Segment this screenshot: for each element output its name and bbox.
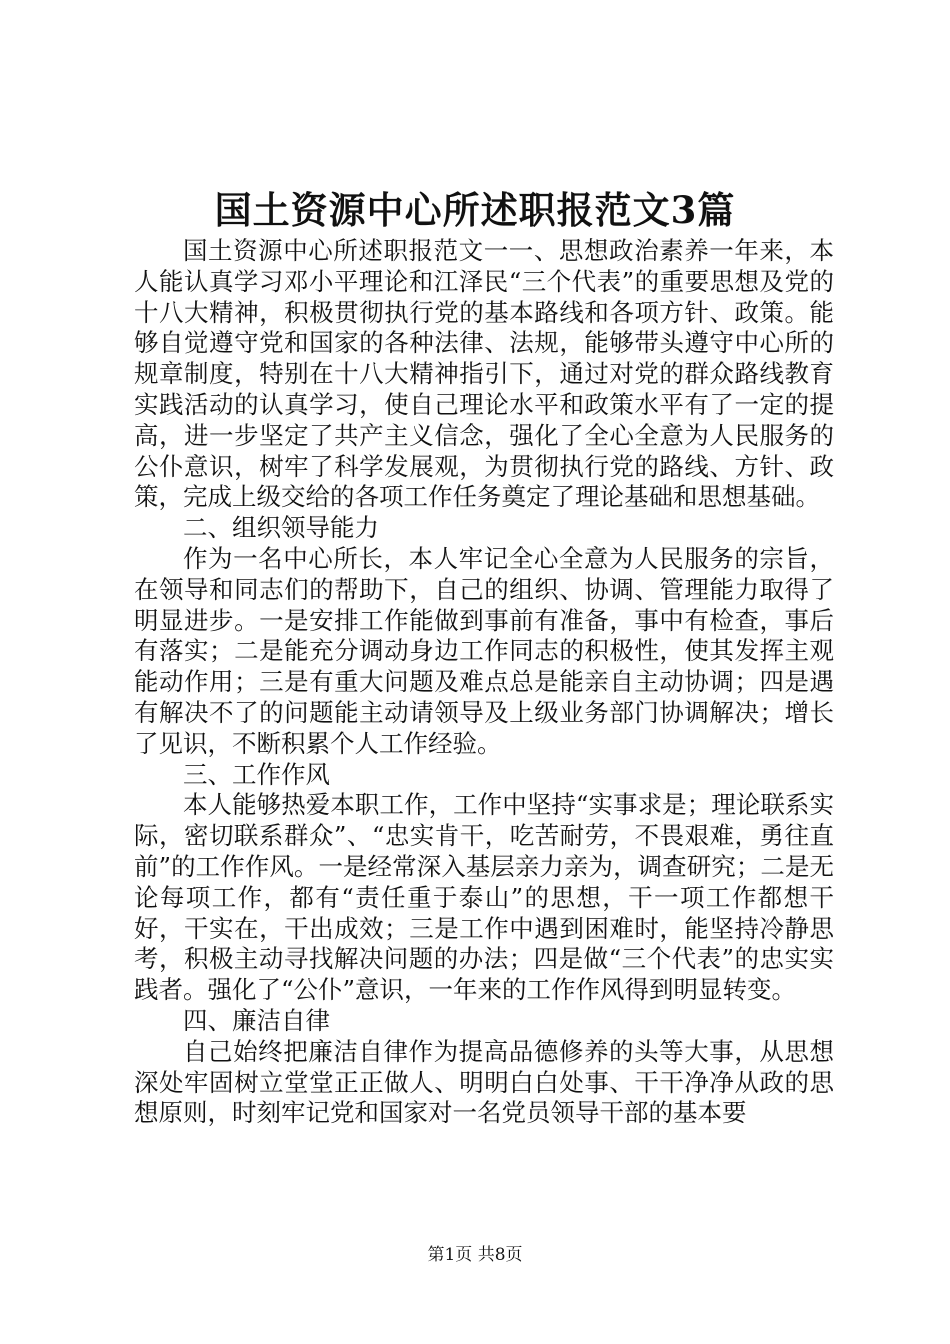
paragraph-intro: 国土资源中心所述职报范文一一、思想政治素养一年来，本人能认真学习邓小平理论和江泽民“三个代表”的重要思想及党的十八大精神，积极贯彻执行党的基本路线和各项方针、政策。能够自觉遵守党和国家的各种法律、法规，能够带头遵守中心所的规章制度，特别在十八大精神指引下，通过对党的群众路线教育实践活动的认真学习，使自己理论水平和政策水平有了一定的提高，进一步坚定了共产主义信念，强化了全心全意为人民服务的公仆意识，树牢了科学发展观，为贯彻执行党的路线、方针、政策，完成上级交给的各项工作任务奠定了理论基础和思想基础。 bbox=[134, 236, 834, 512]
paragraph-integrity: 自己始终把廉洁自律作为提高品德修养的头等大事，从思想深处牢固树立堂堂正正做人、明明白白处事、干干净净从政的思想原则，时刻牢记党和国家对一名党员领导干部的基本要 bbox=[134, 1036, 834, 1128]
section-heading-work-style: 三、工作作风 bbox=[183, 759, 330, 789]
page-number: 第1页 共8页 bbox=[427, 1245, 523, 1265]
paragraph-leadership: 作为一名中心所长，本人牢记全心全意为人民服务的宗旨，在领导和同志们的帮助下，自己的组织、协调、管理能力取得了明显进步。一是安排工作能做到事前有准备，事中有检查，事后有落实；二是能充分调动身边工作同志的积极性，使其发挥主观能动作用；三是有重大问题及难点总是能亲自主动协调；四是遇有解决不了的问题能主动请领导及上级业务部门协调解决；增长了见识，不断积累个人工作经验。 bbox=[134, 543, 834, 758]
page-title: 国土资源中心所述职报范文3篇 bbox=[214, 188, 736, 232]
document-body bbox=[134, 236, 834, 1129]
section-heading-leadership: 二、组织领导能力 bbox=[183, 513, 379, 543]
paragraph-work-style: 本人能够热爱本职工作，工作中坚持“实事求是；理论联系实际，密切联系群众”、“忠实肯干，吃苦耐劳，不畏艰难，勇往直前”的工作作风。一是经常深入基层亲力亲为，调查研究；二是无论每项工作，都有“责任重于泰山”的思想，干一项工作都想干好，干实在，干出成效；三是工作中遇到困难时，能坚持冷静思考，积极主动寻找解决问题的办法；四是做“三个代表”的忠实实践者。强化了“公仆”意识，一年来的工作作风得到明显转变。 bbox=[134, 790, 834, 1005]
section-heading-integrity: 四、廉洁自律 bbox=[183, 1005, 330, 1035]
